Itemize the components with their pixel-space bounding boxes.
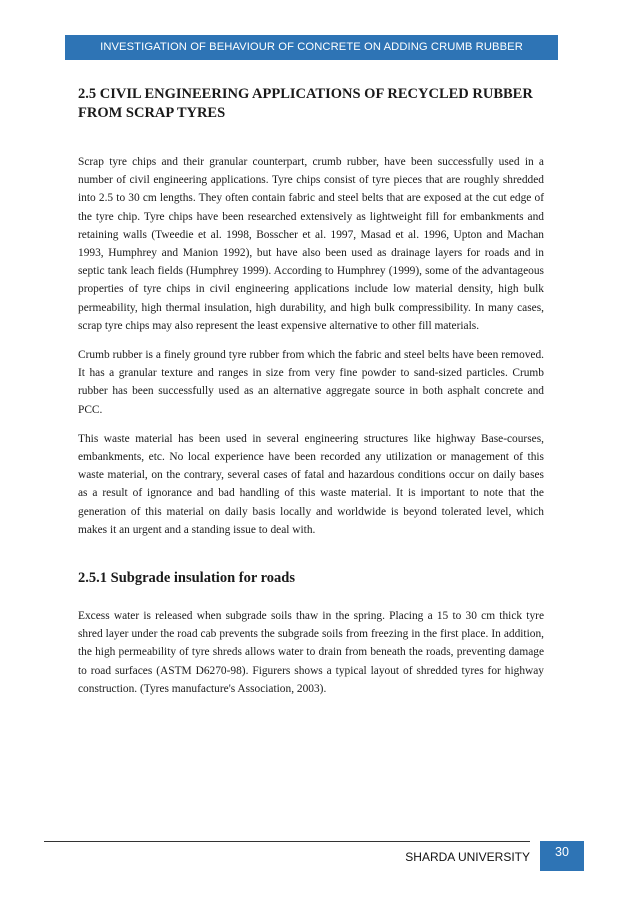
page-number: 30 xyxy=(555,845,569,859)
running-header-title: INVESTIGATION OF BEHAVIOUR OF CONCRETE ON ADDING CRUMB RUBBER xyxy=(100,41,523,53)
section-paragraph-1: Scrap tyre chips and their granular counterpart, crumb rubber, have been successfully used in a number of civil engineering applications. Tyre chips consist of tyre pieces that are roughly shredded into 2.5 to 30 cm lengths. They often contain fabric and steel belts that are exposed at the cut edge of the tyre chip. Tyre chips have been researched extensively as lightweight fill for embankments and retaining walls (Tweedie et al. 1998, Bosscher et al. 1997, Masad et al. 1996, Upton and Machan 1993, Humphrey and Manion 1992), but have also been used as drainage layers for roads and in septic tank leach fields (Humphrey 1999). According to Humphrey (1999), some of the advantageous properties of tyre chips in civil engineering applications include low material density, high bulk permeability, high thermal insulation, high durability, and high bulk compressibility. In many cases, scrap tyre chips may also represent the least expensive alternative to other fill materials. xyxy=(78,156,544,332)
page-number-badge xyxy=(540,841,584,871)
subsection-paragraph: Excess water is released when subgrade soils thaw in the spring. Placing a 15 to 30 cm thick tyre shred layer under the road cab prevents the subgrade soils from freezing in the first place. In addition, the high permeability of tyre shreds allows water to drain from beneath the roads, preventing damage to road surfaces (ASTM D6270-98). Figurers shows a typical layout of shredded tyres for highway construction. (Tyres manufacture's Association, 2003). xyxy=(78,610,544,695)
page-body xyxy=(78,85,544,698)
subsection-heading: 2.5.1 Subgrade insulation for roads xyxy=(78,570,296,587)
section-paragraph-3: This waste material has been used in several engineering structures like highway Base-courses, embankments, etc. No local experience have been recorded any utilization or management of this waste material, on the contrary, several cases of fatal and hazardous conditions occur on daily bases as a result of ignorance and bad handling of this waste material. It is important to note that the generation of this material on daily basis locally and worldwide is beyond tolerated level, which makes it an urgent and a standing issue to deal with. xyxy=(78,432,544,536)
footer-university: SHARDA UNIVERSITY xyxy=(405,850,530,864)
footer-divider xyxy=(44,841,530,842)
section-heading: 2.5 CIVIL ENGINEERING APPLICATIONS OF RECYCLED RUBBER FROM SCRAP TYRES xyxy=(78,86,533,121)
running-header xyxy=(65,35,558,60)
section-paragraph-2: Crumb rubber is a finely ground tyre rubber from which the fabric and steel belts have been removed. It has a granular texture and ranges in size from very fine powder to sand-sized particles. Crumb rubber has been successfully used as an alternative aggregate source in both asphalt concrete and PCC. xyxy=(78,349,544,416)
